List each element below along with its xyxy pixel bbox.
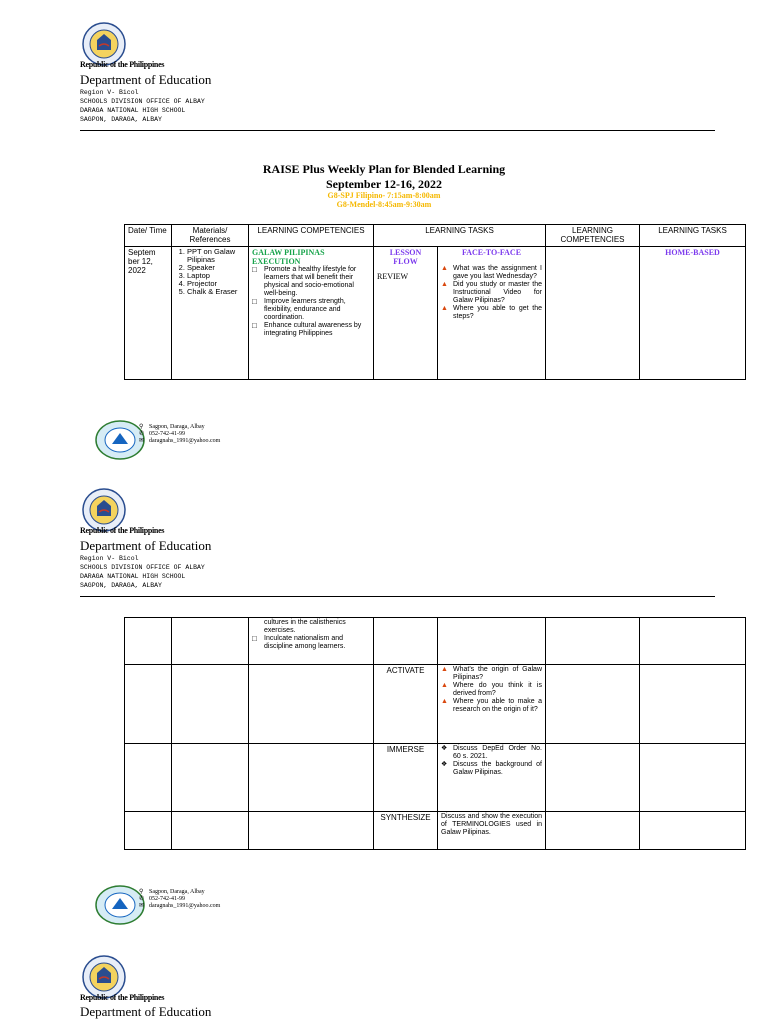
immerse-item: ❖ Discuss the background of Galaw Pilipinas. xyxy=(441,761,542,777)
competency-item: □ Promote a healthy lifestyle for learners that will benefit their physical and socio-emotional well-being. xyxy=(252,266,370,298)
header-divider xyxy=(80,596,715,597)
weekly-plan-table-continued xyxy=(124,617,746,850)
empty-cell xyxy=(374,618,438,665)
face-to-face-label: FACE-TO-FACE xyxy=(461,248,522,257)
republic-label: Republic of the Philippines xyxy=(80,60,165,69)
competency-item: □ Inculcate nationalism and discipline among learners. xyxy=(252,635,370,651)
schedule-line-2: G8-Mendel-8:45am-9:30am xyxy=(336,200,432,209)
header-materials: Materials/ References xyxy=(172,225,249,247)
competency-continued: cultures in the calisthenics exercises. xyxy=(264,619,346,634)
location-pin-icon: ⚲ xyxy=(139,889,144,895)
plan-title: RAISE Plus Weekly Plan for Blended Learning xyxy=(262,162,506,176)
republic-label: Republic of the Philippines xyxy=(80,526,165,535)
footer-phone-line xyxy=(139,431,220,438)
material-item: 1. PPT on Galaw Pilipinas xyxy=(187,248,245,264)
empty-cell xyxy=(640,812,746,850)
header-date-time: Date/ Time xyxy=(125,225,172,247)
empty-cell xyxy=(125,812,172,850)
footer-phone-line xyxy=(139,896,220,903)
review-question: ▲ Did you study or master the Instructional Video for Galaw Pilipinas? xyxy=(441,281,542,305)
footer-phone: 052-742-41-99 xyxy=(149,896,185,902)
school-logo xyxy=(95,885,145,925)
empty-cell xyxy=(438,618,546,665)
footer-address: Sagpon, Daraga, Albay xyxy=(149,889,205,895)
school-label: DARAGA NATIONAL HIGH SCHOOL xyxy=(80,107,186,114)
empty-cell xyxy=(640,744,746,812)
date-cell: Septem ber 12, 2022 xyxy=(125,247,172,380)
activate-cell xyxy=(438,665,546,744)
location-pin-icon: ⚲ xyxy=(139,424,144,430)
email-icon: ✉ xyxy=(139,438,145,444)
footer-email-line xyxy=(139,438,220,445)
header-competencies-2: LEARNING COMPETENCIES xyxy=(546,225,640,247)
empty-cell xyxy=(249,744,374,812)
email-icon: ✉ xyxy=(139,903,145,909)
footer-email: daragnahs_1991@yahoo.com xyxy=(149,903,221,909)
plan-dates: September 12-16, 2022 xyxy=(325,177,443,191)
region-label: Region V- Bicol xyxy=(80,89,139,96)
empty-cell xyxy=(546,618,640,665)
division-label: SCHOOLS DIVISION OFFICE OF ALBAY xyxy=(80,564,205,571)
empty-cell xyxy=(172,812,249,850)
schedule-line-1: G8-SPJ Filipino- 7:15am-8:00am xyxy=(327,191,441,200)
immerse-label: IMMERSE xyxy=(374,744,438,812)
header-divider xyxy=(80,130,715,131)
empty-cell xyxy=(172,744,249,812)
school-logo xyxy=(95,420,145,460)
address-label: SAGPON, DARAGA, ALBAY xyxy=(80,582,162,589)
school-label: DARAGA NATIONAL HIGH SCHOOL xyxy=(80,573,186,580)
empty-cell xyxy=(172,665,249,744)
footer-address-line xyxy=(139,889,220,896)
phone-icon: ✆ xyxy=(139,431,145,437)
empty-cell xyxy=(125,618,172,665)
review-question: ▲ Where you able to get the steps? xyxy=(441,305,542,321)
home-based-label: HOME-BASED xyxy=(665,248,720,257)
lesson-flow-label: LESSON FLOW xyxy=(389,248,422,266)
competencies-2-cell xyxy=(546,247,640,380)
footer-contacts xyxy=(139,424,220,445)
material-item: 5. Chalk & Eraser xyxy=(187,288,245,296)
footer-phone: 052-742-41-99 xyxy=(149,431,185,437)
footer-email: daragnahs_1991@yahoo.com xyxy=(149,438,221,444)
review-question: ▲ What was the assignment I gave you last Wednesday? xyxy=(441,265,542,281)
department-title: Department of Education xyxy=(80,1004,212,1019)
face-to-face-cell xyxy=(438,247,546,380)
address-label: SAGPON, DARAGA, ALBAY xyxy=(80,116,162,123)
home-based-cell xyxy=(640,247,746,380)
immerse-item: ❖ Discuss DepEd Order No. 60 s. 2021. xyxy=(441,745,542,761)
competencies-cont-cell xyxy=(249,618,374,665)
footer-email-line xyxy=(139,903,220,910)
empty-cell xyxy=(546,744,640,812)
activate-label: ACTIVATE xyxy=(374,665,438,744)
empty-cell xyxy=(249,812,374,850)
empty-cell xyxy=(125,744,172,812)
header-competencies: LEARNING COMPETENCIES xyxy=(249,225,374,247)
activate-question: ▲ Where you able to make a research on the origin of it? xyxy=(441,698,542,714)
topic-label: GALAW PILIPINAS EXECUTION xyxy=(252,248,325,266)
header-tasks: LEARNING TASKS xyxy=(374,225,546,247)
review-label: REVIEW xyxy=(377,272,409,281)
republic-label: Republic of the Philippines xyxy=(80,993,165,1002)
activate-question: ▲ Where do you think it is derived from? xyxy=(441,682,542,698)
materials-cell xyxy=(172,247,249,380)
competencies-cell xyxy=(249,247,374,380)
empty-cell xyxy=(172,618,249,665)
department-title: Department of Education xyxy=(80,72,212,87)
footer-address: Sagpon, Daraga, Albay xyxy=(149,424,205,430)
material-item: 4. Projector xyxy=(187,280,245,288)
empty-cell xyxy=(640,618,746,665)
immerse-cell xyxy=(438,744,546,812)
empty-cell xyxy=(546,665,640,744)
empty-cell xyxy=(640,665,746,744)
competency-item: □ Improve learners strength, flexibility, endurance and coordination. xyxy=(252,298,370,322)
synthesize-label: SYNTHESIZE xyxy=(374,812,438,850)
empty-cell xyxy=(249,665,374,744)
header-tasks-2: LEARNING TASKS xyxy=(640,225,746,247)
empty-cell xyxy=(546,812,640,850)
department-title: Department of Education xyxy=(80,538,212,553)
material-item: 2. Speaker xyxy=(187,264,245,272)
material-item: 3. Laptop xyxy=(187,272,245,280)
footer-contacts xyxy=(139,889,220,910)
competency-item: □ Enhance cultural awareness by integrating Philippines xyxy=(252,322,370,338)
weekly-plan-table xyxy=(124,224,746,380)
activate-question: ▲ What's the origin of Galaw Pilipinas? xyxy=(441,666,542,682)
lesson-flow-cell xyxy=(374,247,438,380)
empty-cell xyxy=(125,665,172,744)
division-label: SCHOOLS DIVISION OFFICE OF ALBAY xyxy=(80,98,205,105)
synthesize-cell: Discuss and show the execution of TERMINOLOGIES used in Galaw Pilipinas. xyxy=(438,812,546,850)
phone-icon: ✆ xyxy=(139,896,145,902)
region-label: Region V- Bicol xyxy=(80,555,139,562)
footer-address-line xyxy=(139,424,220,431)
